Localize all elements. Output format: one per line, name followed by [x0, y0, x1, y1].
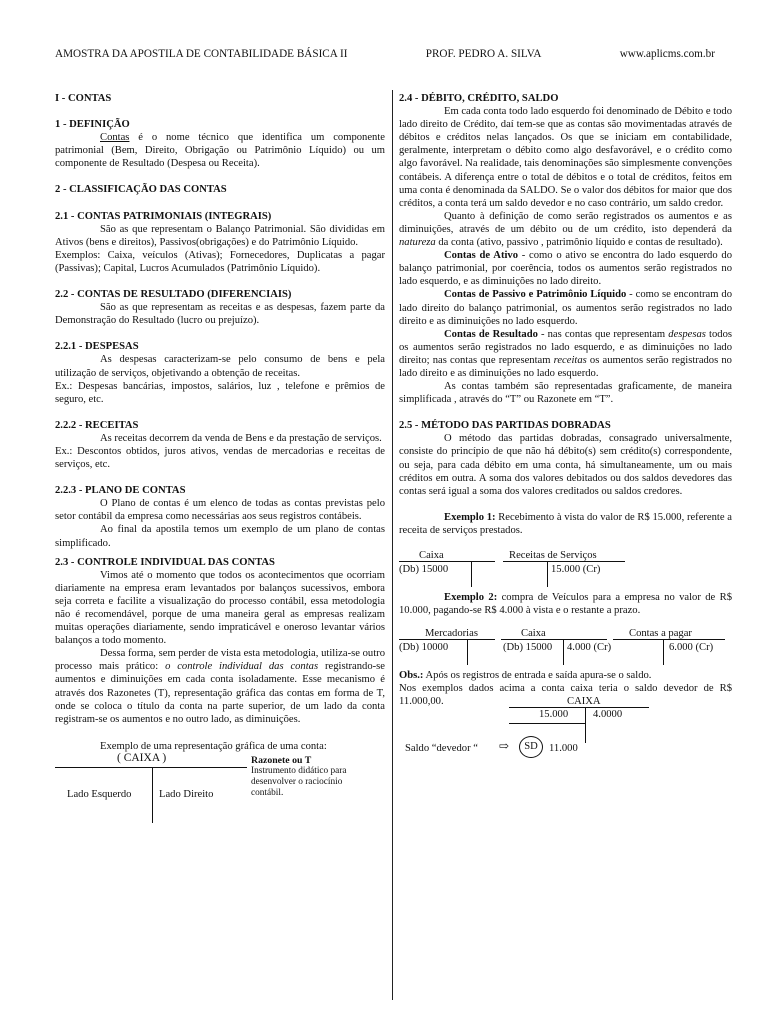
header-author: PROF. PEDRO A. SILVA: [425, 48, 542, 60]
section-title: 2.5 - MÉTODO DAS PARTIDAS DOBRADAS: [399, 420, 611, 432]
paragraph: As contas também são representadas graficamente, de maneira simplificada , através do “T” ou Razonete em “T”.: [399, 381, 732, 406]
text: é o nome técnico que identifica um componente patrimonial (Bem, Direito, Obrigação ou Patrimônio Líquido) ou um componente de Resultado (Despesa ou Receita).: [55, 132, 385, 170]
bold-term: Obs.:: [399, 670, 424, 682]
diagram-account-name: ( CAIXA ): [117, 751, 167, 764]
t-vertical-line: [152, 767, 153, 823]
account-name: Caixa: [419, 550, 444, 561]
account-name: CAIXA: [567, 696, 601, 708]
t-horizontal-line: [399, 561, 495, 562]
paragraph: Nos exemplos dados acima a conta caixa teria o saldo devedor de R$ 11.000,00.: [399, 683, 732, 708]
credit-value: 6.000 (Cr): [669, 642, 714, 654]
section-title: 2.3 - CONTROLE INDIVIDUAL DAS CONTAS: [55, 556, 275, 568]
t-vertical-line: [467, 639, 468, 665]
example1-t-accounts: [399, 549, 732, 591]
text: todos os aumentos serão registrados no lado esquerdo, e as diminuições no lado direito; nas contas que representam: [399, 328, 732, 366]
debit-value: (Db) 10000: [399, 642, 449, 654]
paragraph: [399, 591, 732, 617]
paragraph: Ex.: Descontos obtidos, juros ativos, vendas de mercadorias e receitas de serviços, etc.: [55, 445, 385, 471]
right-column: [399, 92, 732, 761]
italic-term: despesas: [668, 328, 706, 340]
t-horizontal-line: [501, 639, 607, 640]
page-header: [55, 48, 715, 60]
paragraph: São as que representam o Balanço Patrimonial. São divididas em Ativos (bens e direitos), Passivos(obrigações) e do Patrimônio Líquido.: [55, 223, 385, 248]
section-title: 2.2.1 - DESPESAS: [55, 341, 139, 353]
debit-value: 15.000: [539, 709, 569, 721]
credit-value: 4.000 (Cr): [567, 642, 612, 654]
saldo-label: Saldo “devedor “: [405, 743, 478, 755]
paragraph: [399, 210, 732, 249]
section-title: 2.1 - CONTAS PATRIMONIAIS (INTEGRAIS): [55, 210, 272, 222]
text: - como o ativo se encontra do lado esquerdo do balanço patrimonial, por coerência, todos os aumentos serão registrados no lado esquerdo, e as diminuições no lado direito.: [399, 250, 732, 288]
paragraph: [399, 328, 732, 380]
razonete-title: Razonete ou T: [251, 754, 312, 766]
paragraph: [55, 131, 385, 170]
text: compra de Veículos para a empresa no valor de R$ 10.000, pagando-se R$ 4.000 à vista e o restante a prazo.: [399, 592, 732, 617]
text: - como se encontram do lado direito do balanço patrimonial, os aumentos serão registrados no lado direito e as diminuições no lado esquerdo.: [399, 289, 732, 327]
underlined-term: Contas: [100, 132, 130, 144]
account-name: Contas a pagar: [629, 628, 692, 640]
t-horizontal-line: [613, 639, 725, 640]
paragraph: [399, 669, 732, 682]
text: Após os registros de entrada e saída apura-se o saldo.: [423, 670, 652, 682]
account-name: Receitas de Serviços: [509, 550, 597, 561]
text: os aumentos serão registrados no lado direito e as diminuições no lado esquerdo.: [399, 354, 732, 379]
paragraph: Ao final da apostila temos um exemplo de um plano de contas simplificado.: [55, 524, 385, 549]
paragraph: As despesas caracterizam-se pelo consumo de bens e pela utilização de serviços, objetivando a obtenção de receitas.: [55, 354, 385, 379]
debit-value: (Db) 15000: [399, 564, 449, 575]
text: da conta (ativo, passivo , patrimônio líquido e contas de resultado).: [435, 237, 723, 249]
paragraph: São as que representam as receitas e as despesas, fazem parte da Demonstração do Resultado (lucro ou prejuízo).: [55, 302, 385, 327]
italic-term: receitas: [553, 354, 587, 366]
debit-value: (Db) 15000: [503, 642, 553, 654]
razonete-description: Instrumento didático para desenvolver o raciocínio contábil.: [251, 765, 347, 799]
paragraph: Ex.: Despesas bancárias, impostos, salários, luz , telefone e prêmios de seguro, etc.: [55, 380, 385, 405]
bold-term: Exemplo 1:: [444, 511, 496, 523]
saldo-value: 11.000: [549, 743, 578, 755]
text: Recebimento à vista do valor de R$ 15.000, referente a receita de serviços prestados.: [399, 511, 732, 536]
paragraph: [399, 511, 732, 537]
t-horizontal-line: [55, 767, 247, 768]
saldo-t-account: [399, 695, 732, 761]
paragraph: [399, 288, 732, 327]
t-vertical-line: [563, 639, 564, 665]
paragraph: O Plano de contas é um elenco de todas as contas previstas pelo setor contábil da empresa como necessárias aos seus registros contábeis.: [55, 498, 385, 523]
t-vertical-line: [547, 561, 548, 587]
paragraph: Vimos até o momento que todos os acontecimentos que ocorriam diariamente na empresa eram levantados por balanços sucessivos, embora seja correta e facilite a visualização do processo contábil, essa metodologia não é recomendável, porque de uma maneira geral as empresas realizam muitas operações diariamente, sendo impraticável e oneroso levantar vários balanços a todo momento.: [55, 569, 385, 647]
account-name: Mercadorias: [425, 628, 478, 640]
total-line: [509, 723, 585, 724]
diagram-caption: Exemplo de uma representação gráfica de uma conta:: [100, 740, 327, 752]
account-name: Caixa: [521, 628, 546, 640]
bold-term: Exemplo 2:: [444, 592, 498, 603]
saldo-devedor-badge: SD: [519, 736, 543, 758]
credit-value: 4.0000: [593, 709, 623, 721]
text: - nas contas que representam: [537, 328, 669, 340]
text: registrando-se aumentos e diminuições em cada conta isoladamente. Esse mecanismo é através dos Razonetes (T), representação gráfica das contas em forma de T, onde se coloca o título da conta na parte superior, de um lado da conta registram-se os aumentos e no outro lado, as diminuições.: [55, 661, 385, 725]
example2-t-accounts: [399, 627, 732, 669]
italic-term: o controle individual das contas: [165, 661, 319, 673]
t-account-diagram: [55, 740, 385, 840]
t-horizontal-line: [509, 707, 649, 708]
bold-term: Contas de Passivo e Patrimônio Líquido: [444, 289, 627, 301]
column-divider: [392, 90, 393, 1000]
t-vertical-line: [471, 561, 472, 587]
t-horizontal-line: [399, 639, 495, 640]
arrow-right-icon: ⇨: [499, 739, 510, 754]
header-site: www.aplicms.com.br: [619, 48, 715, 60]
header-title: AMOSTRA DA APOSTILA DE CONTABILIDADE BÁSICA II: [55, 48, 348, 60]
t-vertical-line: [585, 707, 586, 743]
paragraph: Exemplos: Caixa, veículos (Ativas); Fornecedores, Duplicatas a pagar (Passivas); Capital, Lucros Acumulados (Patrimônio Líquido).: [55, 249, 385, 274]
italic-term: natureza: [399, 237, 436, 249]
credit-value: 15.000 (Cr): [551, 564, 601, 575]
section-title: I - CONTAS: [55, 93, 112, 104]
section-title: 2.2 - CONTAS DE RESULTADO (DIFERENCIAIS): [55, 289, 292, 301]
paragraph: Em cada conta todo lado esquerdo foi denominado de Débito e todo lado direito de Crédito, daí tem-se que as contas são movimentadas através de débitos e créditos nelas lançados. Os que se iniciam em contabilidade, geralmente, interpretam o débito como algo desfavorável, e o crédito como algo favorável. Na realidade, tais denominações são simplesmente convenções contábeis. A diferença entre o total de débitos e o total de créditos, feitos em uma conta é denominada da SALDO. Se o valor dos débitos for maior que dos créditos, a conta terá um saldo devedor e no caso contrário, um saldo credor.: [399, 106, 733, 209]
diagram-right-side: Lado Direito: [159, 788, 214, 800]
section-title: 2.2.3 - PLANO DE CONTAS: [55, 485, 186, 497]
paragraph: [399, 249, 732, 288]
section-title: 2.2.2 - RECEITAS: [55, 419, 139, 431]
section-title: 2 - CLASSIFICAÇÃO DAS CONTAS: [55, 184, 227, 196]
t-horizontal-line: [503, 561, 625, 562]
paragraph: [55, 647, 385, 726]
text: Dessa forma, sem perder de vista esta metodologia, utiliza-se outro processo mais prático:: [55, 648, 385, 673]
bold-term: Contas de Ativo: [444, 250, 519, 262]
text: Quanto à definição de como serão registrados os aumentos e as diminuições, através de um débito ou de um crédito, isto dependerá da: [399, 210, 732, 235]
paragraph: O método das partidas dobradas, consagrado universalmente, consiste do princípio de que não há débito(s) sem crédito(s) correspondente, ou seja, para cada débito em uma conta, há simultaneamente, um ou mais créditos em outra. A soma dos valores debitados ou dos saldos devedores das contas será igual a soma dos valores creditados ou saldos credores.: [399, 433, 732, 497]
diagram-left-side: Lado Esquerdo: [67, 788, 132, 800]
section-title: 2.4 - DÉBITO, CRÉDITO, SALDO: [399, 93, 559, 104]
section-title: 1 - DEFINIÇÃO: [55, 119, 130, 131]
t-vertical-line: [663, 639, 664, 665]
left-column: [55, 92, 385, 840]
paragraph: As receitas decorrem da venda de Bens e da prestação de serviços.: [100, 432, 382, 444]
bold-term: Contas de Resultado: [444, 328, 538, 340]
